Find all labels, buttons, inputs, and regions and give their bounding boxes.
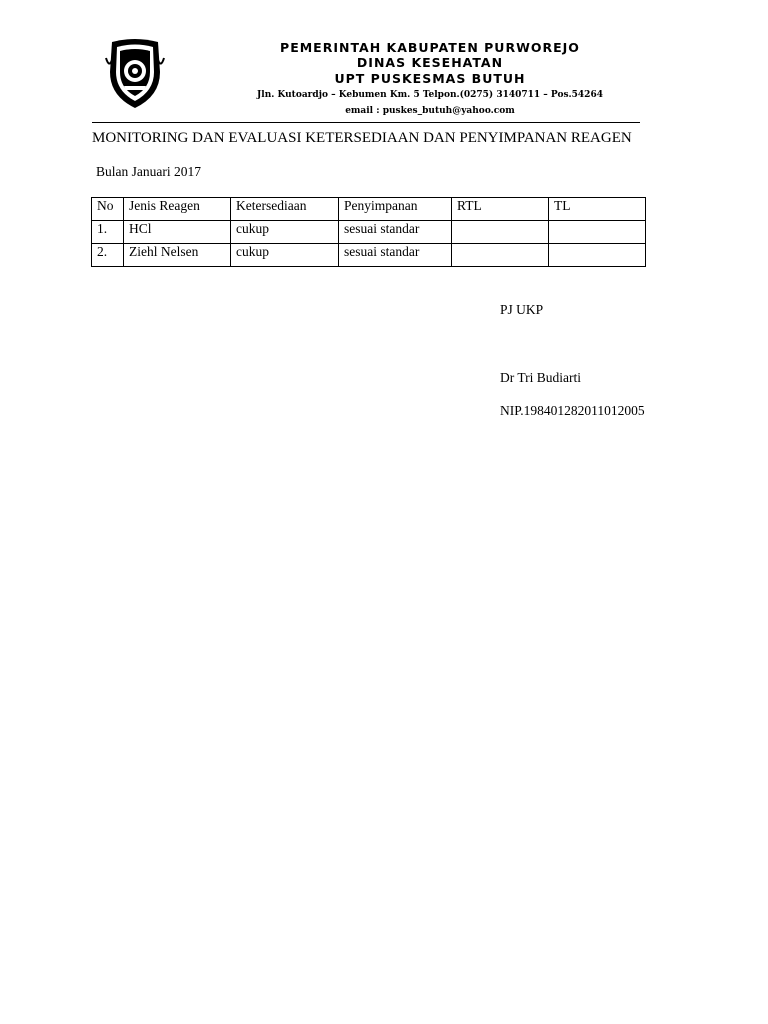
header-government: PEMERINTAH KABUPATEN PURWOREJO: [280, 40, 580, 55]
table-cell: [452, 244, 549, 267]
table-cell: Ziehl Nelsen: [124, 244, 231, 267]
table-cell: sesuai standar: [339, 221, 452, 244]
table-row: [92, 244, 646, 267]
header-email: email : puskes_butuh@yahoo.com: [345, 106, 515, 116]
table-cell: cukup: [231, 244, 339, 267]
table-header-row: [92, 198, 646, 221]
header-puskesmas: UPT PUSKESMAS BUTUH: [334, 71, 526, 86]
table-cell: cukup: [231, 221, 339, 244]
table-cell: [549, 221, 646, 244]
column-header: Ketersediaan: [231, 198, 339, 221]
table-cell: 1.: [92, 221, 124, 244]
document-title: MONITORING DAN EVALUASI KETERSEDIAAN DAN PENYIMPANAN REAGEN: [92, 130, 632, 146]
regency-emblem-icon: [104, 38, 166, 110]
signature-role: PJ UKP: [500, 302, 544, 317]
table-cell: HCl: [124, 221, 231, 244]
signature-nip: NIP.198401282011012005: [500, 403, 645, 418]
header-address: Jln. Kutoardjo – Kebumen Km. 5 Telpon.(0275) 3140711 – Pos.54264: [257, 90, 603, 100]
table-cell: [452, 221, 549, 244]
table-cell: sesuai standar: [339, 244, 452, 267]
column-header: Penyimpanan: [339, 198, 452, 221]
header-department: DINAS KESEHATAN: [356, 55, 504, 70]
header-divider: [92, 122, 640, 123]
reagent-table: [91, 197, 646, 267]
column-header: TL: [549, 198, 646, 221]
column-header: No: [92, 198, 124, 221]
column-header: Jenis Reagen: [124, 198, 231, 221]
table-row: [92, 221, 646, 244]
table-cell: 2.: [92, 244, 124, 267]
table-cell: [549, 244, 646, 267]
signature-name: Dr Tri Budiarti: [500, 370, 582, 385]
document-period: Bulan Januari 2017: [96, 164, 201, 179]
column-header: RTL: [452, 198, 549, 221]
